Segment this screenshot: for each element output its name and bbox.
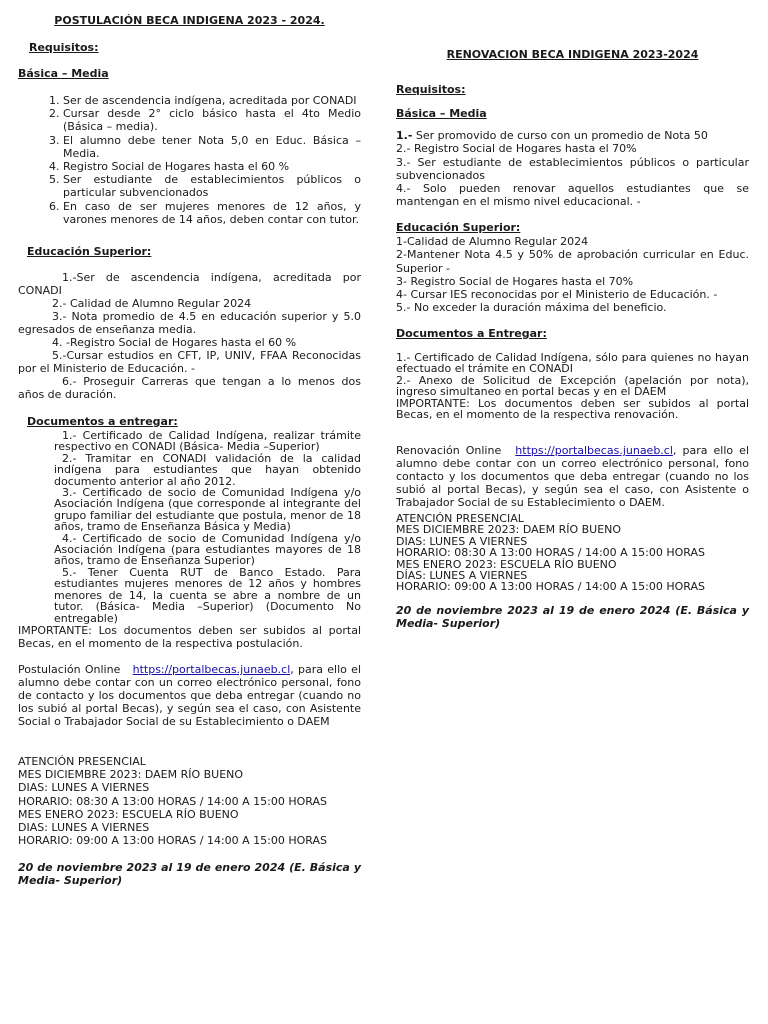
atencion-line: DIAS: LUNES A VIERNES [18, 781, 150, 795]
list-item: 3.- Certificado de socio de Comunidad Indígena y/o Asociación Indígena (que corresponde al integrante del grupo familiar del estudiante que postula, menor de 18 años, tramo de Enseñanza Básica y Media) [54, 486, 361, 534]
atencion-line: DIAS: LUNES A VIERNES [396, 534, 528, 548]
list-item: 2. Cursar desde 2° ciclo básico hasta el 4to Medio (Básica – media). [63, 107, 361, 133]
atencion-line: DIAS: LUNES A VIERNES [18, 821, 150, 835]
atencion-line: MES DICIEMBRE 2023: DAEM RÍO BUENO [396, 523, 622, 537]
renovacion-title: RENOVACION BECA INDIGENA 2023-2024 [446, 48, 699, 61]
atencion-line: HORARIO: 08:30 A 13:00 HORAS / 14:00 A 15:00 HORAS [18, 794, 328, 808]
item-number: 1.- [396, 129, 413, 142]
list-item: 5. Ser estudiante de establecimientos públicos o particular subvencionados [63, 173, 361, 199]
list-item: IMPORTANTE: Los documentos deben ser subidos al portal Becas, en el momento de la respectiva renovación. [396, 396, 749, 422]
list-item: 1.- Certificado de Calidad Indígena, sólo para quienes no hayan efectuado el trámite en CONADI [396, 351, 749, 376]
list-item: 3.- Nota promedio de 4.5 en educación superior y 5.0 egresados de enseñanza media. [18, 310, 361, 336]
list-item: 2.- Registro Social de Hogares hasta el 70% [396, 142, 637, 156]
importante-note: IMPORTANTE: Los documentos deben ser subidos al portal Becas, en el momento de la respectiva postulación. [18, 624, 361, 650]
atencion-line: ATENCIÓN PRESENCIAL [396, 512, 524, 525]
list-item: 1.- Ser promovido de curso con un promedio de Nota 50 [396, 129, 708, 142]
atencion-line: ATENCIÓN PRESENCIAL [18, 755, 146, 768]
list-item: 2.- Anexo de Solicitud de Excepción (apelación por nota), ingreso simultaneo en portal becas y en el DAEM [396, 373, 749, 399]
basica-media-heading: Básica – Media [396, 107, 487, 120]
list-item: 5.-Cursar estudios en CFT, IP, UNIV, FFAA Reconocidas por el Ministerio de Educación. - [18, 349, 361, 375]
educacion-superior-heading: Educación Superior: [396, 221, 521, 234]
list-item: 4- Cursar IES reconocidas por el Ministerio de Educación. - [396, 288, 718, 302]
superior-requirements [18, 271, 361, 401]
requisitos-heading: Requisitos: [29, 41, 99, 54]
list-item: 4.- Solo pueden renovar aquellos estudiantes que se mantengan en el mismo nivel educacional. - [396, 182, 749, 209]
fechas-postulacion: 20 de noviembre 2023 al 19 de enero 2024 (E. Básica y Media- Superior) [18, 861, 361, 887]
list-item: 4.- Certificado de socio de Comunidad Indígena y/o Asociación Indígena (para estudiantes mayores de 18 años, tramo de Enseñanza Superior) [54, 531, 361, 568]
basica-media-heading: Básica – Media [18, 67, 109, 80]
list-item: 6.- Proseguir Carreras que tengan a lo menos dos años de duración. [18, 375, 361, 401]
list-item: 1. Ser de ascendencia indígena, acreditada por CONADI [63, 94, 361, 107]
online-suffix: , para ello el alumno debe contar con un correo electrónico personal, fono de contacto y los documentos que deba entregar (cuando no los subió al portal Becas), y según sea el caso, con Asistente Social o Trabajador Social de su Establecimiento o DAEM [18, 663, 361, 728]
atencion-line: MES ENERO 2023: ESCUELA RÍO BUENO [18, 807, 239, 821]
list-item: 1.-Ser de ascendencia indígena, acreditada por CONADI [18, 271, 361, 297]
list-item: 6. En caso de ser mujeres menores de 12 años, y varones menores de 14 años, deben contar con tutor. [63, 200, 361, 226]
list-item: 4. Registro Social de Hogares hasta el 60 % [63, 160, 361, 173]
documents-list [396, 352, 749, 420]
atencion-line: HORARIO: 09:00 A 13:00 HORAS / 14:00 A 15:00 HORAS [396, 580, 706, 594]
postulacion-title: POSTULACIÓN BECA INDIGENA 2023 - 2024. [54, 14, 325, 27]
educacion-superior-heading: Educación Superior: [27, 245, 152, 258]
portalbecas-link[interactable]: https://portalbecas.junaeb.cl [132, 663, 291, 676]
portalbecas-link[interactable]: https://portalbecas.junaeb.cl [515, 444, 673, 457]
documentos-heading: Documentos a entregar: [27, 415, 178, 428]
documents-list [54, 430, 361, 624]
fechas-renovacion: 20 de noviembre 2023 al 19 de enero 2024 (E. Básica y Media- Superior) [396, 604, 749, 630]
list-item: 2.- Calidad de Alumno Regular 2024 [52, 297, 252, 310]
atencion-presencial-block [396, 513, 749, 593]
online-prefix: Postulación Online [18, 663, 121, 676]
atencion-line: HORARIO: 09:00 A 13:00 HORAS / 14:00 A 15:00 HORAS [18, 834, 328, 848]
list-item: 3.- Ser estudiante de establecimientos públicos o particular subvencionados [396, 155, 749, 182]
requisitos-heading: Requisitos: [396, 83, 466, 96]
list-item: 5.- Tener Cuenta RUT de Banco Estado. Para estudiantes mujeres menores de 12 años y hombres menores de 14, la cuenta se abre a nombre de un tutor. (Básica- Media –Superior) (Documento No entregable) [54, 565, 361, 625]
postulacion-online-paragraph [18, 663, 361, 728]
list-item: 3- Registro Social de Hogares hasta el 70% [396, 274, 634, 288]
list-item: 4. -Registro Social de Hogares hasta el 60 % [52, 336, 297, 349]
renovacion-online-paragraph [396, 444, 749, 509]
list-item: 1.- Certificado de Calidad Indígena, realizar trámite respectivo en CONADI (Básica- Media –Superior) [54, 429, 361, 454]
list-item: 2.- Tramitar en CONADI validación de la calidad indígena para estudiantes que hayan obtenido documento anterior al año 2012. [54, 451, 361, 488]
documentos-heading: Documentos a Entregar: [396, 327, 547, 340]
online-suffix: , para ello el alumno debe contar con un correo electrónico personal, fono contacto y los documentos que deba entregar (cuando no los subió al portal Becas), y según sea el caso, con Asistente o Trabajador Social de su Establecimiento o DAEM. [396, 444, 750, 509]
online-prefix: Renovación Online [396, 444, 502, 457]
basica-requirements-list [18, 94, 361, 226]
atencion-line: MES ENERO 2023: ESCUELA RÍO BUENO [396, 557, 617, 571]
atencion-line: MES DICIEMBRE 2023: DAEM RÍO BUENO [18, 768, 244, 782]
atencion-presencial-block [18, 755, 361, 847]
list-item: 1-Calidad de Alumno Regular 2024 [396, 235, 589, 248]
atencion-line: DÍAS: LUNES A VIERNES [396, 569, 528, 583]
atencion-line: HORARIO: 08:30 A 13:00 HORAS / 14:00 A 15:00 HORAS [396, 546, 706, 560]
superior-requirements [396, 235, 749, 315]
list-item: 3. El alumno debe tener Nota 5,0 en Educ. Básica – Media. [63, 134, 361, 160]
basica-requirements-list [396, 129, 749, 209]
list-item: 2-Mantener Nota 4.5 y 50% de aprobación curricular en Educ. Superior - [396, 248, 749, 275]
list-item: 5.- No exceder la duración máxima del beneficio. [396, 301, 667, 315]
